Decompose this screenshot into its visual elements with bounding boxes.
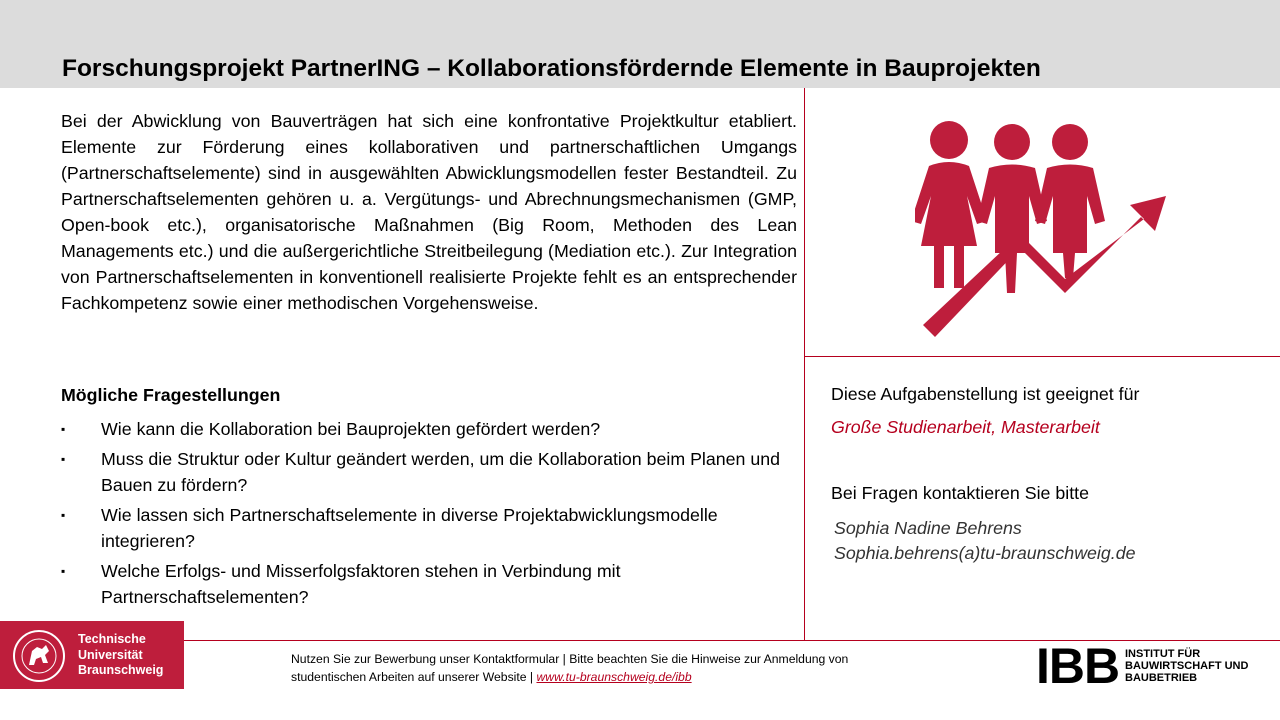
bullet-icon: ▪ — [61, 508, 66, 522]
questions-heading: Mögliche Fragestellungen — [61, 385, 281, 405]
tu-logo-line: Technische — [78, 632, 146, 646]
list-item — [61, 558, 791, 610]
page-title: Forschungsprojekt PartnerING – Kollaborationsfördernde Elemente in Bauprojekten — [62, 55, 1041, 82]
suitable-label: Diese Aufgabenstellung ist geeignet für — [831, 384, 1140, 404]
footer-line-2 — [291, 668, 971, 686]
bullet-icon: ▪ — [61, 564, 66, 578]
ibb-logo-subtitle — [1125, 648, 1265, 684]
list-item — [61, 502, 791, 554]
sidebar-divider — [805, 356, 1280, 357]
ibb-logo-line: INSTITUT FÜR — [1125, 648, 1201, 660]
question-text: Muss die Struktur oder Kultur geändert werden, um die Kollaboration beim Planen und Bauen zu fördern? — [101, 449, 781, 495]
intro-paragraph: Bei der Abwicklung von Bauverträgen hat sich eine konfrontative Projektkultur etabliert. Elemente zur Förderung eines kollaborativen und partnerschaftlichen Umgangs (Partnerschaftselemente) sind in ausgewählten Abwicklungsmodellen fester Bestandteil. Zu Partnerschaftselementen gehören u. a. Vergütungs- und Abrechnungsmechanismen (GMP, Open-book etc.), organisatorische Maßnahmen (Big Room, Methoden des Lean Managements etc.) und die außergerichtliche Streitbeilegung (Mediation etc.). Zur Integration von Partnerschaftselementen in konventionell realisierte Projekte fehlt es an entsprechender Fachkompetenz sowie einer methodischen Vorgehensweise. — [61, 111, 797, 313]
list-item — [61, 446, 791, 498]
footer-line: studentischen Arbeiten auf unserer Website | — [291, 670, 537, 684]
contact-name: Sophia Nadine Behrens — [834, 518, 1022, 538]
vertical-divider — [804, 88, 805, 640]
tu-braunschweig-logo — [0, 621, 184, 689]
question-text: Wie kann die Kollaboration bei Bauprojekten gefördert werden? — [101, 419, 601, 439]
people-growth-arrow-icon — [915, 118, 1175, 343]
question-list — [61, 416, 791, 614]
footer-line: Nutzen Sie zur Bewerbung unser Kontaktformular | Bitte beachten Sie die Hinweise zur Anmeldung von — [291, 652, 849, 666]
ibb-logo-line: BAUBETRIEB — [1125, 672, 1198, 684]
footer-text — [291, 650, 971, 686]
contact-email[interactable]: Sophia.behrens(a)tu-braunschweig.de — [834, 543, 1136, 563]
bullet-icon: ▪ — [61, 452, 66, 466]
contact-label: Bei Fragen kontaktieren Sie bitte — [831, 483, 1089, 503]
website-link[interactable]: www.tu-braunschweig.de/ibb — [536, 670, 692, 684]
ibb-logo-line: BAUWIRTSCHAFT UND — [1125, 660, 1249, 672]
suitable-value: Große Studienarbeit, Masterarbeit — [831, 417, 1100, 437]
tu-logo-text — [78, 632, 163, 679]
tu-seal-icon — [12, 629, 66, 683]
ibb-logo-letters: IBB — [1036, 638, 1120, 694]
question-text: Wie lassen sich Partnerschaftselemente in diverse Projektabwicklungsmodelle integrieren? — [101, 505, 718, 551]
tu-logo-line: Universität — [78, 647, 143, 662]
tu-logo-line: Braunschweig — [78, 663, 164, 677]
question-text: Welche Erfolgs- und Misserfolgsfaktoren stehen in Verbindung mit Partnerschaftselementen? — [101, 561, 621, 607]
list-item — [61, 416, 791, 442]
bullet-icon: ▪ — [61, 422, 66, 436]
